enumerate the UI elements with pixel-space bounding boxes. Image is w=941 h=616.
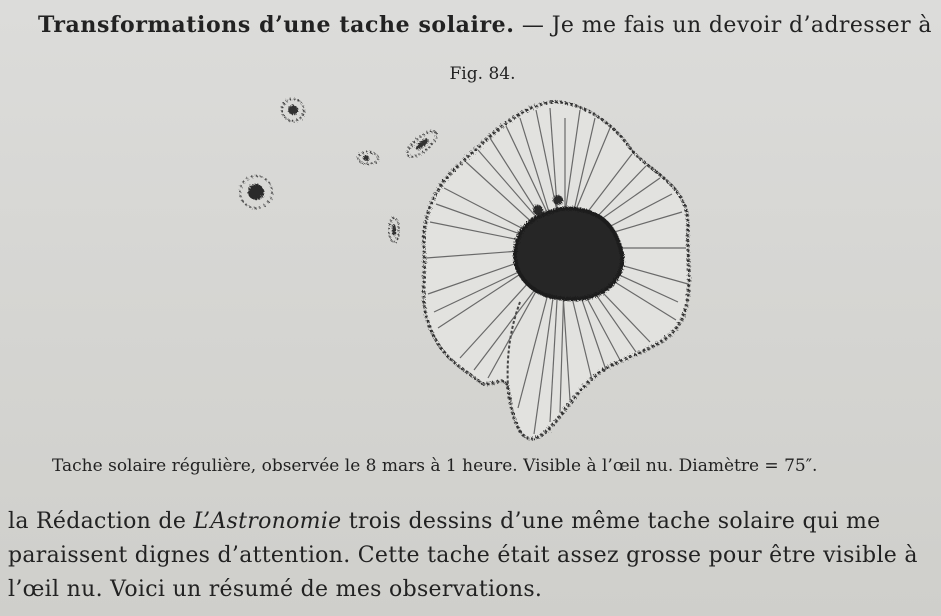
body-paragraph: [8, 505, 928, 607]
small-spot-top: [282, 99, 304, 121]
figure-caption: Tache solaire régulière, observée le 8 mars à 1 heure. Visible à l’œil nu. Diamètre = 75″.: [52, 456, 818, 476]
section-heading: [38, 12, 932, 38]
body-line-3: l’œil nu. Voici un résumé de mes observations.: [8, 577, 543, 602]
main-sunspot: [424, 102, 689, 439]
body-line-1: [8, 505, 928, 539]
small-spot-middle: [358, 152, 378, 164]
umbra-fragment-1: [533, 205, 543, 215]
small-spot-left: [240, 176, 272, 208]
small-spot-lower: [389, 218, 399, 242]
body-line-1-start: la Rédaction de: [8, 509, 194, 534]
umbra: [515, 209, 622, 300]
umbra-fragment-2: [553, 195, 563, 205]
section-title: Transformations d’une tache solaire.: [38, 12, 515, 38]
heading-continuation: — Je me fais un devoir d’adresser à: [514, 13, 932, 38]
small-spot-elongated: [404, 127, 441, 161]
body-line-2: paraissent dignes d’attention. Cette tache était assez grosse pour être visible à: [8, 543, 918, 568]
sunspot-illustration: [220, 88, 720, 448]
journal-title: L’Astronomie: [193, 509, 342, 534]
figure-label: Fig. 84.: [449, 64, 516, 84]
body-line-1-end: trois dessins d’une même tache solaire qui me: [341, 509, 881, 534]
